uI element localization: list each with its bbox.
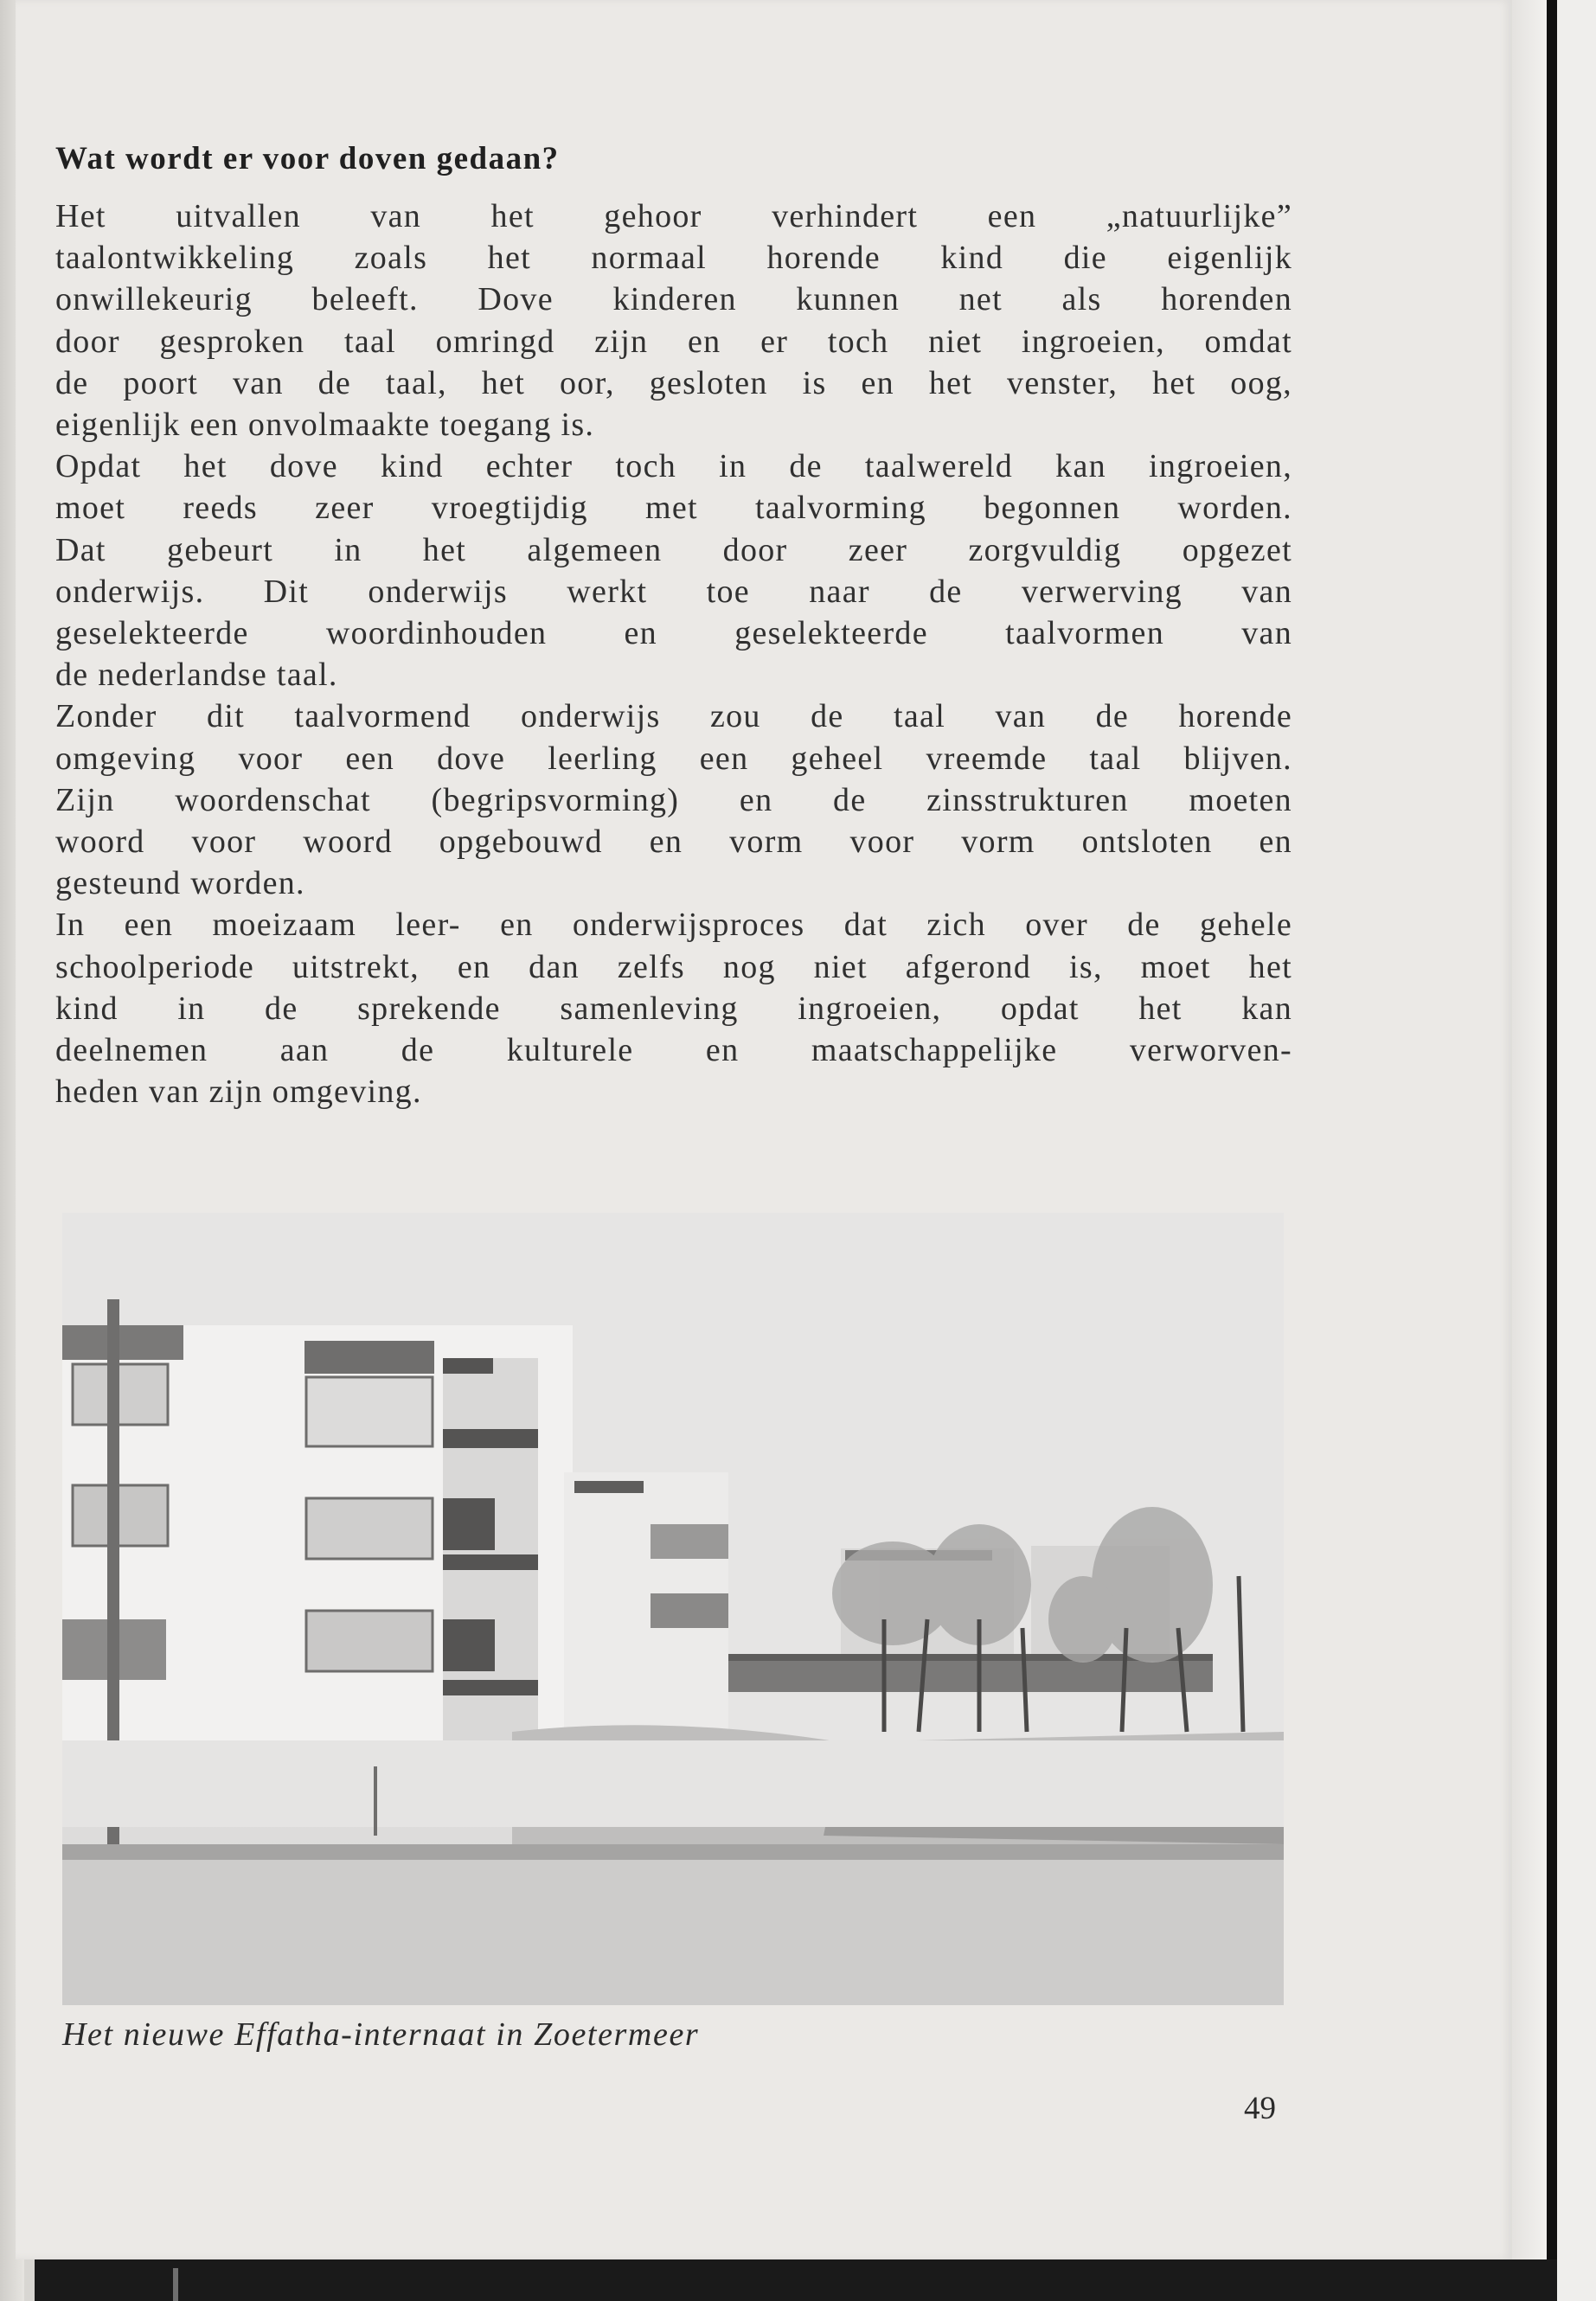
text-line: Zonder dit taalvormend onderwijs zou de taal van de horende [55, 698, 1292, 735]
section-heading: Wat wordt er voor doven gedaan? [55, 141, 560, 176]
photo-illustration [62, 1213, 1284, 2005]
building-photograph [62, 1213, 1284, 2005]
page-number: 49 [1244, 2091, 1276, 2126]
text-line: Zijn woordenschat (begripsvorming) en de zinsstrukturen moeten [55, 781, 1292, 818]
scan-border-right [1547, 0, 1557, 2301]
photo-caption: Het nieuwe Effatha-internaat in Zoetermeer [62, 2016, 700, 2053]
text-line: eigenlijk een onvolmaakte toegang is. [55, 407, 595, 444]
scan-mark [173, 2268, 178, 2301]
text-line: omgeving voor een dove leerling een geheel vreemde taal blijven. [55, 740, 1292, 777]
text-line: onderwijs. Dit onderwijs werkt toe naar de verwerving van [55, 573, 1292, 610]
text-line: geselekteerde woordinhouden en geselekteerde taalvormen van [55, 615, 1292, 652]
scan-border-bottom [35, 2259, 1557, 2301]
text-line: taalontwikkeling zoals het normaal horende kind die eigenlijk [55, 240, 1292, 277]
text-line: door gesproken taal omringd zijn en er toch niet ingroeien, omdat [55, 323, 1292, 360]
text-line: Dat gebeurt in het algemeen door zeer zorgvuldig opgezet [55, 531, 1292, 568]
text-line: woord voor woord opgebouwd en vorm voor vorm ontsloten en [55, 824, 1292, 861]
text-line: Het uitvallen van het gehoor verhindert een „natuurlijke” [55, 198, 1292, 234]
page-fold [1512, 0, 1547, 2259]
text-line: moet reeds zeer vroegtijdig met taalvorming begonnen worden. [55, 490, 1292, 527]
text-line: In een moeizaam leer- en onderwijsproces dat zich over de gehele [55, 907, 1292, 944]
text-line: de poort van de taal, het oor, gesloten is en het venster, het oog, [55, 364, 1292, 401]
text-line: deelnemen aan de kulturele en maatschappelijke verworven- [55, 1032, 1292, 1069]
scan-margin-right [1557, 0, 1596, 2301]
text-line: de nederlandse taal. [55, 657, 338, 694]
text-line: onwillekeurig beleeft. Dove kinderen kunnen net als horenden [55, 281, 1292, 318]
text-line: kind in de sprekende samenleving ingroeien, opdat het kan [55, 990, 1292, 1027]
text-line: schoolperiode uitstrekt, en dan zelfs nog niet afgerond is, moet het [55, 948, 1292, 985]
text-line: heden van zijn omgeving. [55, 1074, 422, 1111]
text-line: gesteund worden. [55, 865, 305, 902]
text-line: Opdat het dove kind echter toch in de taalwereld kan ingroeien, [55, 448, 1292, 485]
body-paragraphs [55, 195, 1292, 1112]
